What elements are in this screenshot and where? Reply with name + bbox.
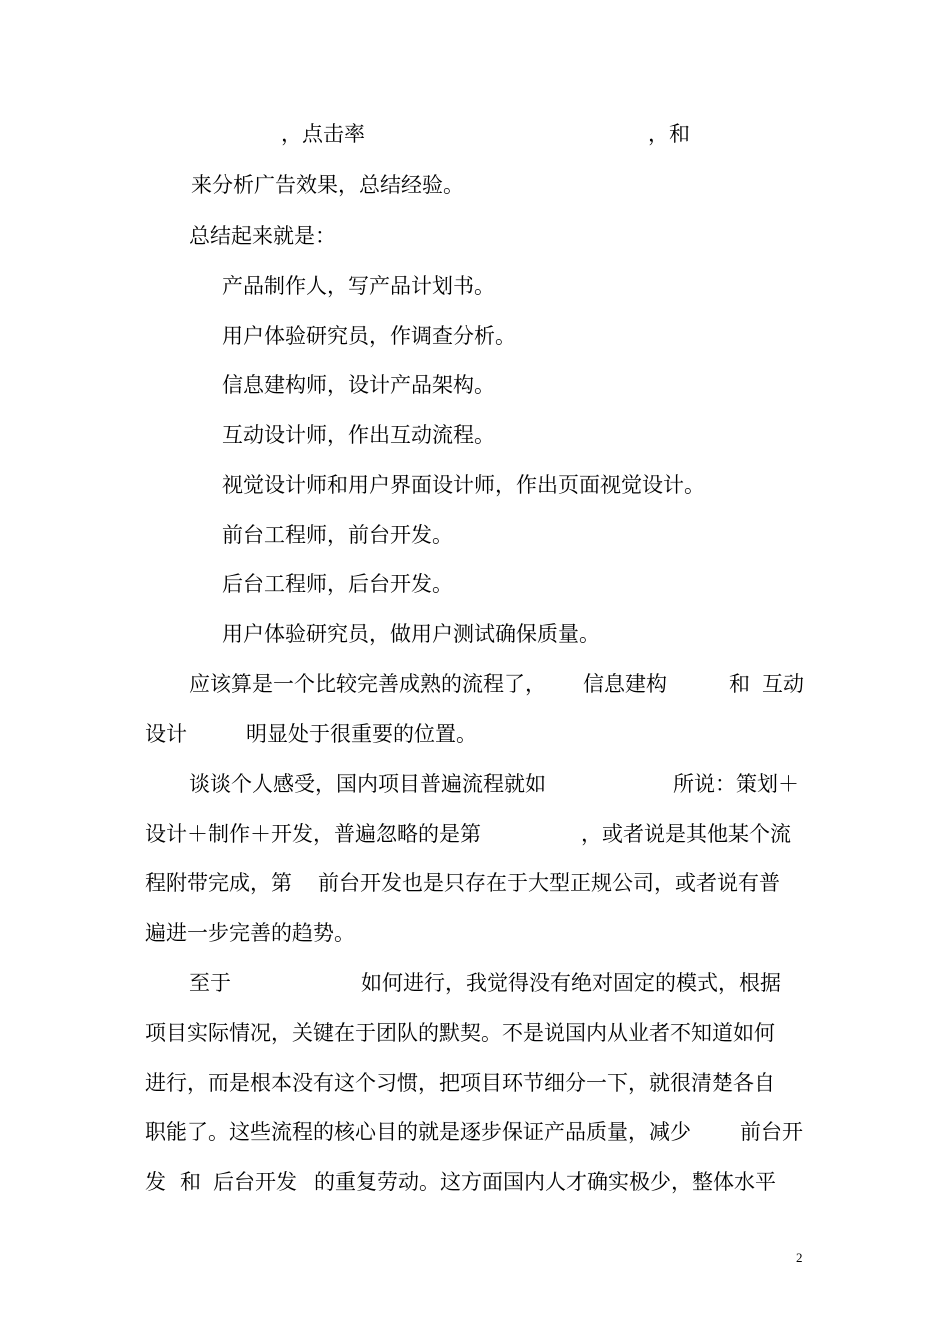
- paragraph-1-term-interaction: 互动: [762, 672, 804, 696]
- top-fragment-ad-analysis: 来分析广告效果，总结经验。: [191, 173, 464, 197]
- summary-item: 信息建构师，设计产品架构。: [222, 373, 495, 397]
- page-number: 2: [796, 1250, 803, 1265]
- paragraph-1-term-ia: 信息建构: [583, 672, 667, 696]
- top-fragment-and: ，和: [648, 122, 690, 146]
- summary-item: 产品制作人，写产品计划书。: [222, 274, 495, 298]
- summary-item: 互动设计师，作出互动流程。: [222, 423, 495, 447]
- paragraph-2-text: 遍进一步完善的趋势。: [145, 921, 355, 945]
- paragraph-3-term-frontend: 前台开: [740, 1120, 803, 1144]
- paragraph-3-text: 进行，而是根本没有这个习惯，把项目环节细分一下，就很清楚各自: [145, 1071, 775, 1095]
- summary-item: 用户体验研究员，作调查分析。: [222, 324, 516, 348]
- paragraph-2-text: 所说：策划＋: [673, 772, 799, 796]
- summary-item: 后台工程师，后台开发。: [222, 572, 453, 596]
- paragraph-3-text: 的重复劳动。这方面国内人才确实极少，整体水平: [314, 1170, 776, 1194]
- summary-heading: 总结起来就是：: [189, 224, 336, 248]
- paragraph-1-text: 明显处于很重要的位置。: [246, 722, 477, 746]
- paragraph-2-text: 设计＋制作＋开发，普遍忽略的是第: [145, 822, 481, 846]
- summary-item: 前台工程师，前台开发。: [222, 523, 453, 547]
- paragraph-2-text: 谈谈个人感受，国内项目普遍流程就如: [189, 772, 546, 796]
- paragraph-2-text: 前台开发也是只存在于大型正规公司，或者说有普: [318, 871, 780, 895]
- top-fragment-click-rate: ，点击率: [281, 122, 365, 146]
- paragraph-3-text: 职能了。这些流程的核心目的就是逐步保证产品质量，减少: [145, 1120, 691, 1144]
- paragraph-1-and: 和: [729, 672, 750, 696]
- paragraph-3-text: 至于: [189, 971, 231, 995]
- paragraph-3-text: 如何进行，我觉得没有绝对固定的模式，根据: [361, 971, 781, 995]
- summary-item: 视觉设计师和用户界面设计师，作出页面视觉设计。: [222, 473, 705, 497]
- paragraph-2-text: ，或者说是其他某个流: [581, 822, 791, 846]
- summary-item: 用户体验研究员，做用户测试确保质量。: [222, 622, 600, 646]
- paragraph-2-text: 程附带完成，第: [145, 871, 292, 895]
- paragraph-3-and: 和: [180, 1170, 201, 1194]
- paragraph-1-text: 应该算是一个比较完善成熟的流程了，: [189, 672, 546, 696]
- paragraph-3-text: 项目实际情况，关键在于团队的默契。不是说国内从业者不知道如何: [145, 1021, 775, 1045]
- paragraph-3-term-frontend-cont: 发: [145, 1170, 166, 1194]
- paragraph-1-term-design: 设计: [145, 722, 187, 746]
- paragraph-3-term-backend: 后台开发: [213, 1170, 297, 1194]
